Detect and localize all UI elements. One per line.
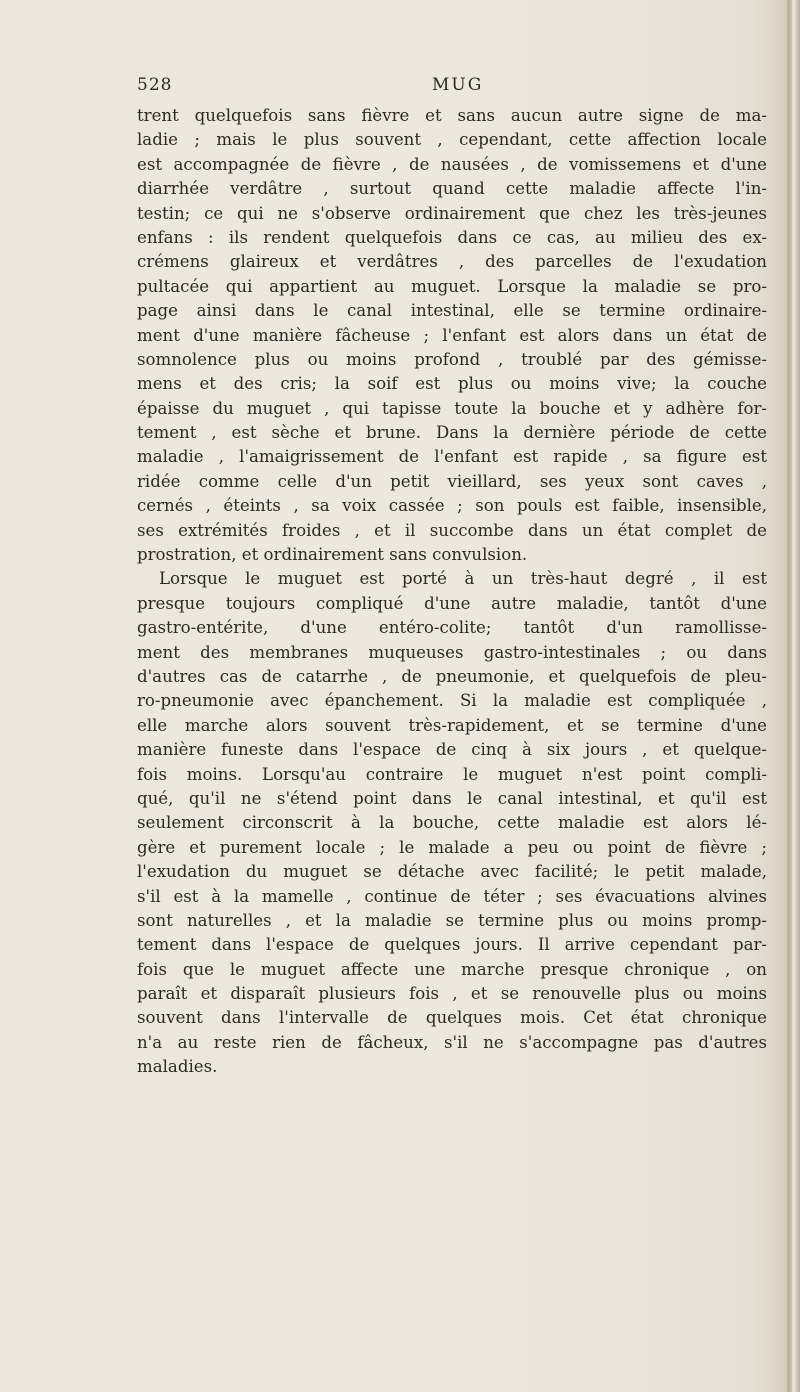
text-line: ro-pneumonie avec épanchement. Si la maladie est compliquée , bbox=[137, 691, 767, 711]
paragraph-end-line: maladies. bbox=[137, 1057, 218, 1077]
text-line: trent quelquefois sans fièvre et sans aucun autre signe de ma- bbox=[137, 106, 767, 125]
text-line: l'exudation du muguet se détache avec facilité; le petit malade, bbox=[137, 862, 767, 882]
text-line: ment d'une manière fâcheuse ; l'enfant est alors dans un état de bbox=[137, 325, 767, 345]
text-line: gastro-entérite, d'une entéro-colite; tantôt d'un ramollisse- bbox=[137, 618, 767, 638]
text-line: d'autres cas de catarrhe , de pneumonie, et quelquefois de pleu- bbox=[137, 666, 767, 686]
text-line: s'il est à la mamelle , continue de téter ; ses évacuations alvines bbox=[137, 886, 767, 906]
page-binding-shadow bbox=[787, 0, 790, 1392]
text-line: maladie , l'amaigrissement de l'enfant est rapide , sa figure est bbox=[137, 447, 767, 467]
text-line: manière funeste dans l'espace de cinq à six jours , et quelque- bbox=[137, 740, 767, 760]
text-line: testin; ce qui ne s'observe ordinairement que chez les très-jeunes bbox=[137, 203, 767, 223]
text-line: paraît et disparaît plusieurs fois , et se renouvelle plus ou moins bbox=[137, 984, 767, 1004]
text-line: somnolence plus ou moins profond , troublé par des gémisse- bbox=[137, 349, 767, 369]
text-line: presque toujours compliqué d'une autre maladie, tantôt d'une bbox=[137, 593, 767, 613]
text-line: gère et purement locale ; le malade a peu ou point de fièvre ; bbox=[137, 837, 767, 857]
running-head: MUG bbox=[432, 75, 484, 95]
text-line: pultacée qui appartient au muguet. Lorsque la maladie se pro- bbox=[137, 276, 767, 296]
text-line: seulement circonscrit à la bouche, cette maladie est alors lé- bbox=[137, 813, 767, 833]
text-line: page ainsi dans le canal intestinal, elle se termine ordinaire- bbox=[137, 301, 767, 321]
text-line: n'a au reste rien de fâcheux, s'il ne s'accompagne pas d'autres bbox=[137, 1032, 767, 1052]
text-line: diarrhée verdâtre , surtout quand cette maladie affecte l'in- bbox=[137, 179, 767, 199]
text-line: souvent dans l'intervalle de quelques mois. Cet état chronique bbox=[137, 1008, 767, 1028]
page-header bbox=[137, 75, 697, 103]
text-line: ridée comme celle d'un petit vieillard, ses yeux sont caves , bbox=[137, 471, 767, 491]
text-line: fois que le muguet affecte une marche presque chronique , on bbox=[137, 959, 767, 979]
text-line: est accompagnée de fièvre , de nausées , de vomissemens et d'une bbox=[137, 154, 767, 174]
text-line: cernés , éteints , sa voix cassée ; son pouls est faible, insensible, bbox=[137, 496, 767, 516]
text-line: crémens glaireux et verdâtres , des parcelles de l'exudation bbox=[137, 252, 767, 272]
text-line: enfans : ils rendent quelquefois dans ce cas, au milieu des ex- bbox=[137, 227, 767, 247]
page-number: 528 bbox=[137, 75, 173, 95]
text-line: fois moins. Lorsqu'au contraire le muguet n'est point compli- bbox=[137, 764, 767, 784]
text-line: elle marche alors souvent très-rapidement, et se termine d'une bbox=[137, 715, 767, 735]
text-line: qué, qu'il ne s'étend point dans le canal intestinal, et qu'il est bbox=[137, 788, 767, 808]
text-line: épaisse du muguet , qui tapisse toute la bouche et y adhère for- bbox=[137, 398, 767, 418]
paragraph-start-line: Lorsque le muguet est porté à un très-haut degré , il est bbox=[159, 569, 767, 589]
text-line: tement dans l'espace de quelques jours. Il arrive cependant par- bbox=[137, 935, 767, 955]
text-line: tement , est sèche et brune. Dans la dernière période de cette bbox=[137, 423, 767, 443]
text-line: sont naturelles , et la maladie se termine plus ou moins promp- bbox=[137, 910, 767, 930]
text-line: ses extrémités froides , et il succombe dans un état complet de bbox=[137, 520, 767, 540]
text-line: ment des membranes muqueuses gastro-intestinales ; ou dans bbox=[137, 642, 767, 662]
text-line: mens et des cris; la soif est plus ou moins vive; la couche bbox=[137, 374, 767, 394]
text-line: ladie ; mais le plus souvent , cependant, cette affection locale bbox=[137, 130, 767, 150]
paragraph-end-line: prostration, et ordinairement sans convulsion. bbox=[137, 545, 528, 565]
body-text bbox=[137, 104, 767, 1080]
